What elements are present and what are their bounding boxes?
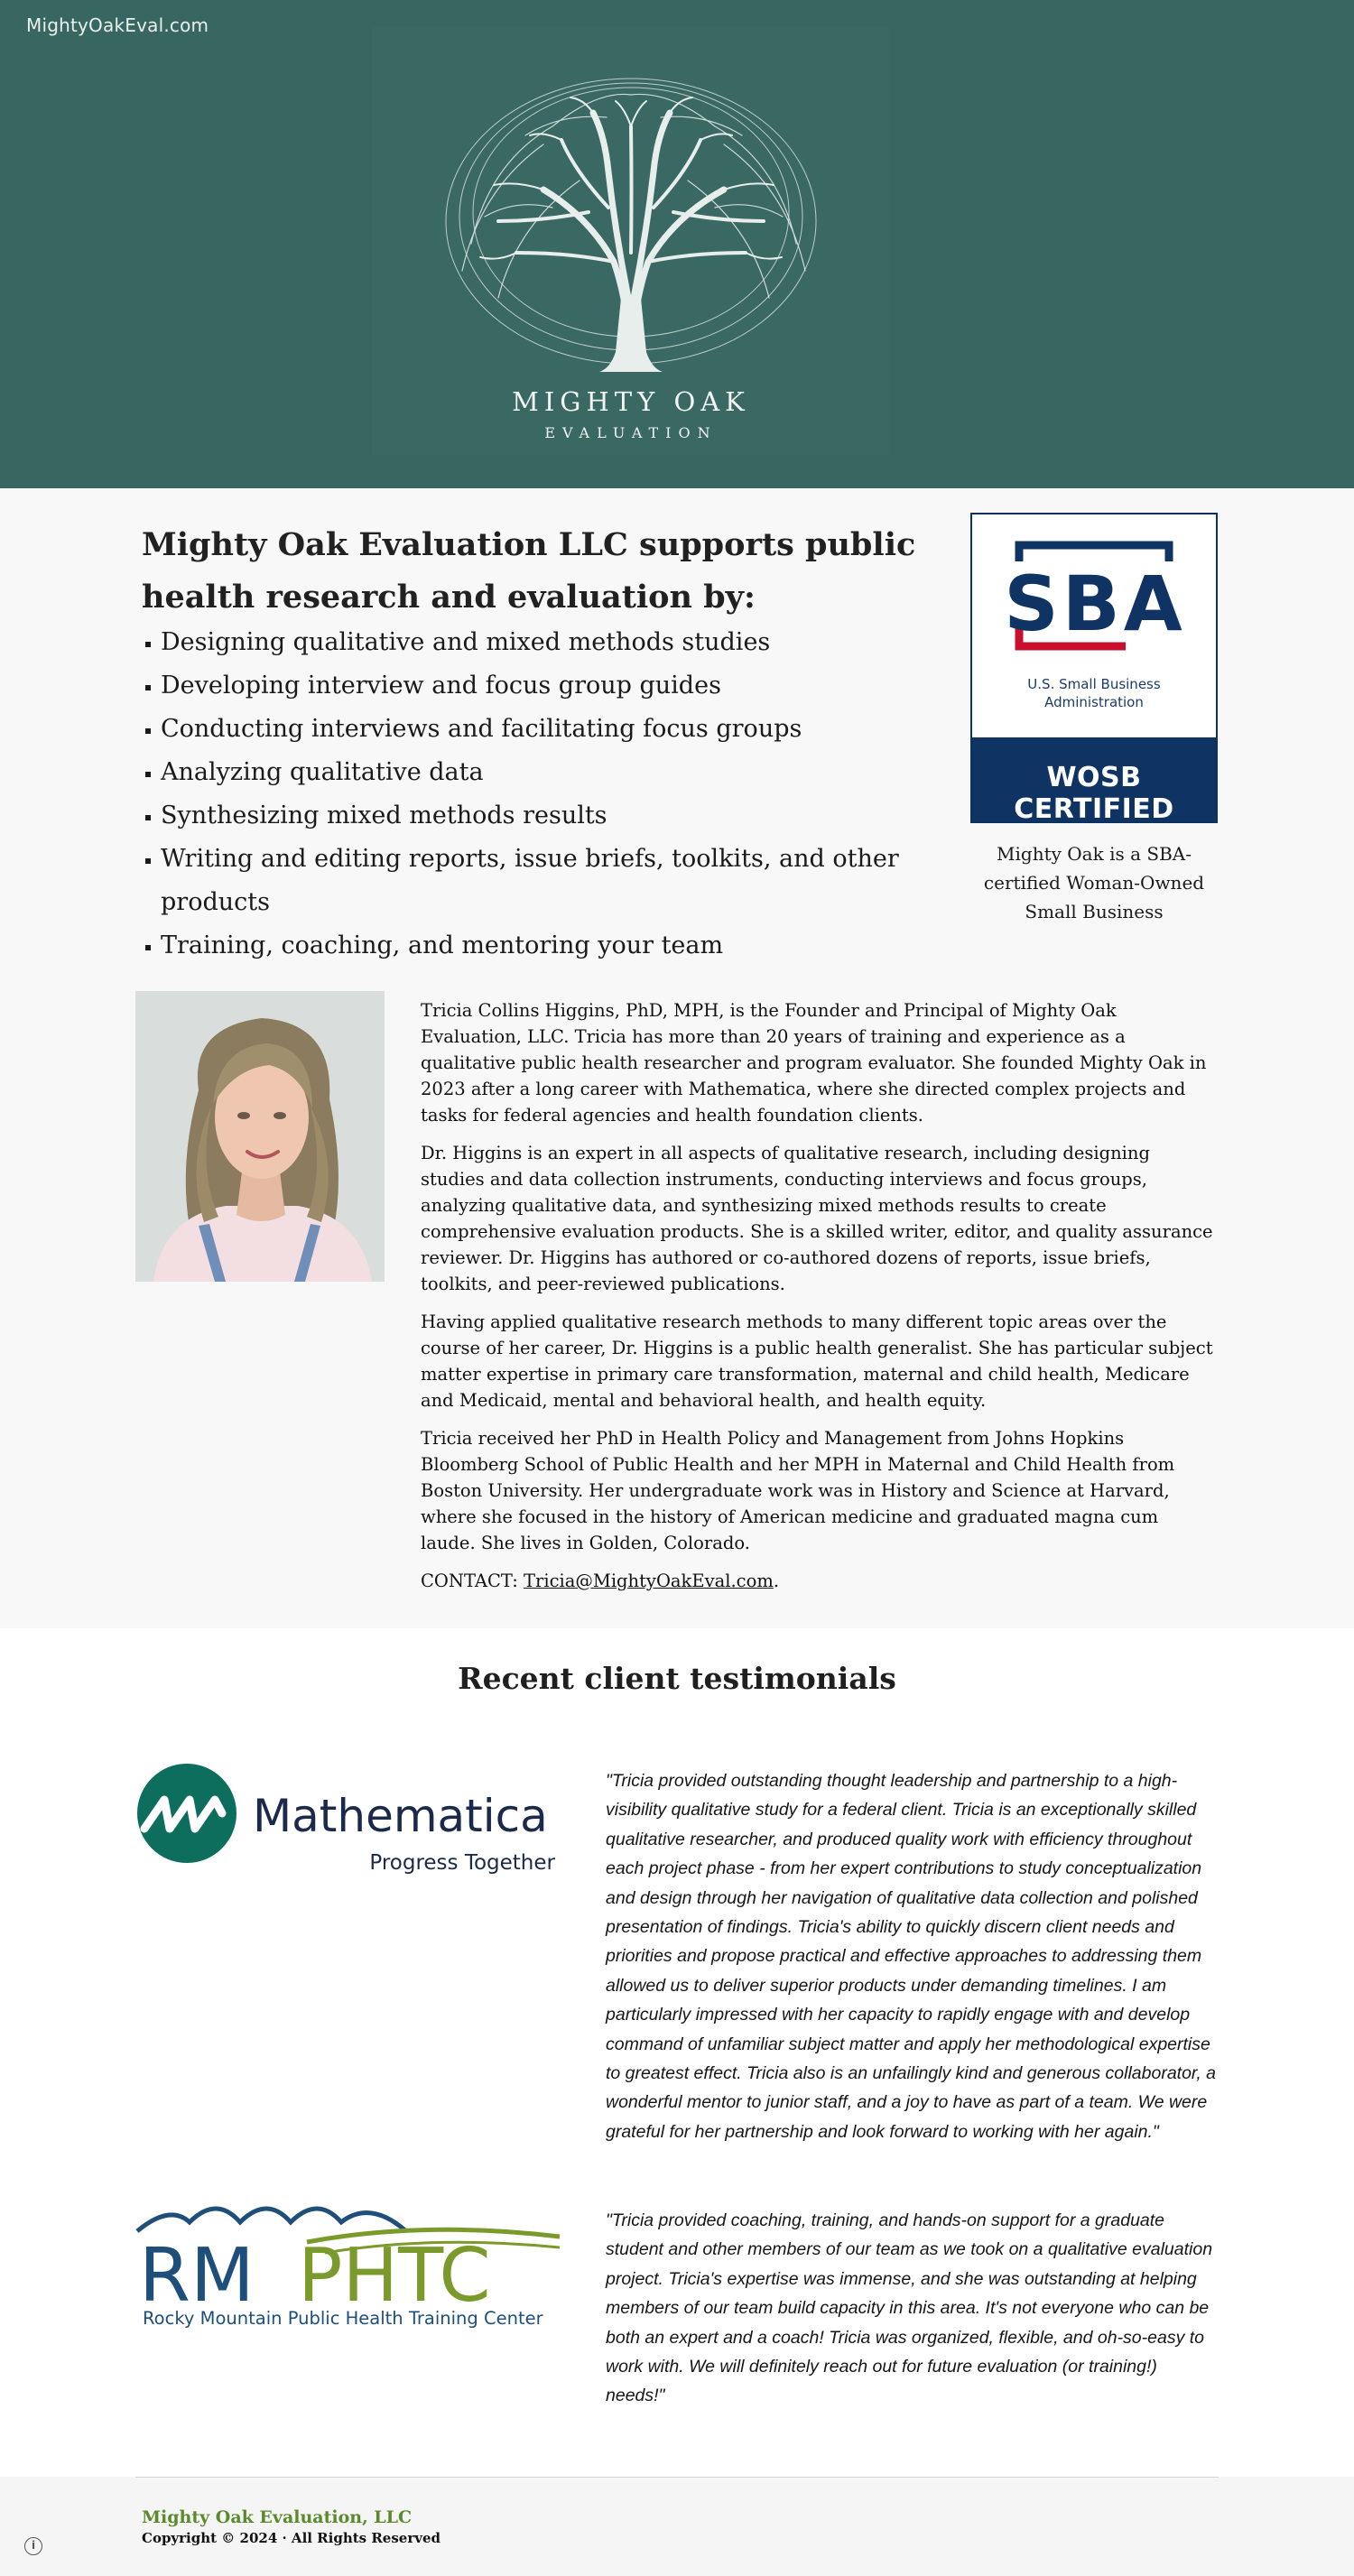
mathematica-logo <box>135 1764 574 1881</box>
rmphtc-tagline: Rocky Mountain Public Health Training Center <box>143 2308 543 2329</box>
rmphtc-wordmark-rm: RM <box>139 2233 255 2319</box>
sba-caption: Mighty Oak is a SBA-certified Woman-Owned Small Business <box>983 843 1205 922</box>
bio-paragraph: Dr. Higgins is an expert in all aspects of qualitative research, including designing studies and data collection instruments, conducting interviews and focus groups, analyzing qualitative data, and synthesizing mixed methods results to create comprehensive evaluation products. She is a skilled writer, editor, and quality assurance reviewer. Dr. Higgins has authored or co-authored dozens of reports, issue briefs, toolkits, and peer-reviewed publications. <box>421 1143 1213 1294</box>
bio-paragraph: Having applied qualitative research methods to many different topic areas over the course of her career, Dr. Higgins is a public health generalist. She has particular subject matter expertise in primary care transformation, maternal and child health, Medicare and Medicaid, mental and behavioral health, and health equity. <box>421 1311 1213 1411</box>
mighty-oak-logo <box>372 27 890 455</box>
sba-org-line1: U.S. Small Business <box>1027 676 1161 692</box>
site-name-link[interactable]: MightyOakEval.com <box>26 14 209 36</box>
service-item: Conducting interviews and facilitating focus groups <box>142 708 954 751</box>
service-item: Synthesizing mixed methods results <box>142 794 954 838</box>
services-heading: Mighty Oak Evaluation LLC supports public health research and evaluation by: <box>142 526 916 616</box>
contact-suffix: . <box>773 1571 780 1591</box>
logo-subtitle: EVALUATION <box>544 424 718 441</box>
wosb-band <box>972 737 1216 823</box>
services-list <box>142 621 954 968</box>
services-section <box>0 488 1354 1628</box>
service-item: Developing interview and focus group guides <box>142 664 954 708</box>
bio-paragraph: Tricia received her PhD in Health Policy and Management from Johns Hopkins Bloomberg School of Public Health and her MPH in Maternal and Child Health from Boston University. Her undergraduate work was in History and Science at Harvard, where she focused in the history of American medicine and graduated magna cum laude. She lives in Golden, Colorado. <box>421 1428 1175 1553</box>
contact-line <box>421 1568 1217 1594</box>
contact-label: CONTACT: <box>421 1571 524 1591</box>
sba-org-name <box>972 675 1216 711</box>
rmphtc-logo <box>135 2195 574 2330</box>
testimonials-section <box>0 1628 1354 2477</box>
contact-email-link[interactable]: Tricia@MightyOakEval.com <box>524 1571 774 1591</box>
info-icon[interactable]: i <box>24 2537 42 2555</box>
testimonial-quote: "Tricia provided coaching, training, and hands-on support for a graduate student and other members of our team as we took on a qualitative evaluation project. Tricia's expertise was immense, and she was outstanding at helping members of our team build capacity in this area. It's not everyone who can be both an expert and a coach! Tricia was organized, flexible, and oh-so-easy to work with. We will definitely reach out for future evaluation (or training!) needs!" <box>606 2210 1213 2406</box>
footer-copyright: Copyright © 2024 · All Rights Reserved <box>142 2530 441 2546</box>
mathematica-wordmark: Mathematica <box>253 1790 548 1842</box>
sba-logo-text: SBA <box>1004 560 1186 648</box>
service-item: Designing qualitative and mixed methods studies <box>142 621 954 664</box>
oak-tree-icon <box>372 27 890 388</box>
bio-paragraph: Tricia Collins Higgins, PhD, MPH, is the Founder and Principal of Mighty Oak Evaluation, LLC. Tricia has more than 20 years of training and experience as a qualitative public health researcher and program evaluator. She founded Mighty Oak in 2023 after a long career with Mathematica, where she directed complex projects and tasks for federal agencies and health foundation clients. <box>421 1000 1207 1126</box>
footer-company-name: Mighty Oak Evaluation, LLC <box>142 2507 413 2527</box>
hero-banner <box>0 0 1354 488</box>
rmphtc-wordmark-phtc: PHTC <box>298 2233 491 2319</box>
service-item: Writing and editing reports, issue briefs, toolkits, and other products <box>142 838 954 924</box>
service-item: Training, coaching, and mentoring your team <box>142 924 954 968</box>
founder-bio <box>421 997 1217 1606</box>
sba-wosb-badge <box>970 513 1218 823</box>
testimonials-heading: Recent client testimonials <box>458 1661 896 1696</box>
sba-logo-icon <box>972 514 1216 668</box>
founder-portrait <box>135 991 385 1282</box>
site-footer <box>0 2477 1354 2576</box>
mathematica-tagline: Progress Together <box>369 1851 555 1875</box>
logo-title: MIGHTY OAK <box>512 386 750 417</box>
wosb-certified-label: WOSB CERTIFIED <box>1014 762 1174 823</box>
footer-divider <box>135 2477 1219 2478</box>
testimonial-quote: "Tricia provided outstanding thought leadership and partnership to a high-visibility qualitative study for a federal client. Tricia is an exceptionally skilled qualitative researcher, and produced quality work with efficiency throughout each project phase - from her expert contributions to study conceptualization and design through her navigation of qualitative data collection and polished presentation of findings. Tricia's ability to quickly discern client needs and priorities and propose practical and effective approaches to addressing them allowed us to deliver superior products under demanding timelines. I am particularly impressed with her capacity to rapidly engage with and develop command of unfamiliar subject matter and apply her methodological expertise to greatest effect. Tricia also is an unfailingly kind and generous collaborator, a wonderful mentor to junior staff, and a joy to have as part of a team. We were grateful for her partnership and look forward to working with her again." <box>606 1771 1217 2142</box>
sba-org-line2: Administration <box>1044 694 1144 710</box>
service-item: Analyzing qualitative data <box>142 751 954 794</box>
